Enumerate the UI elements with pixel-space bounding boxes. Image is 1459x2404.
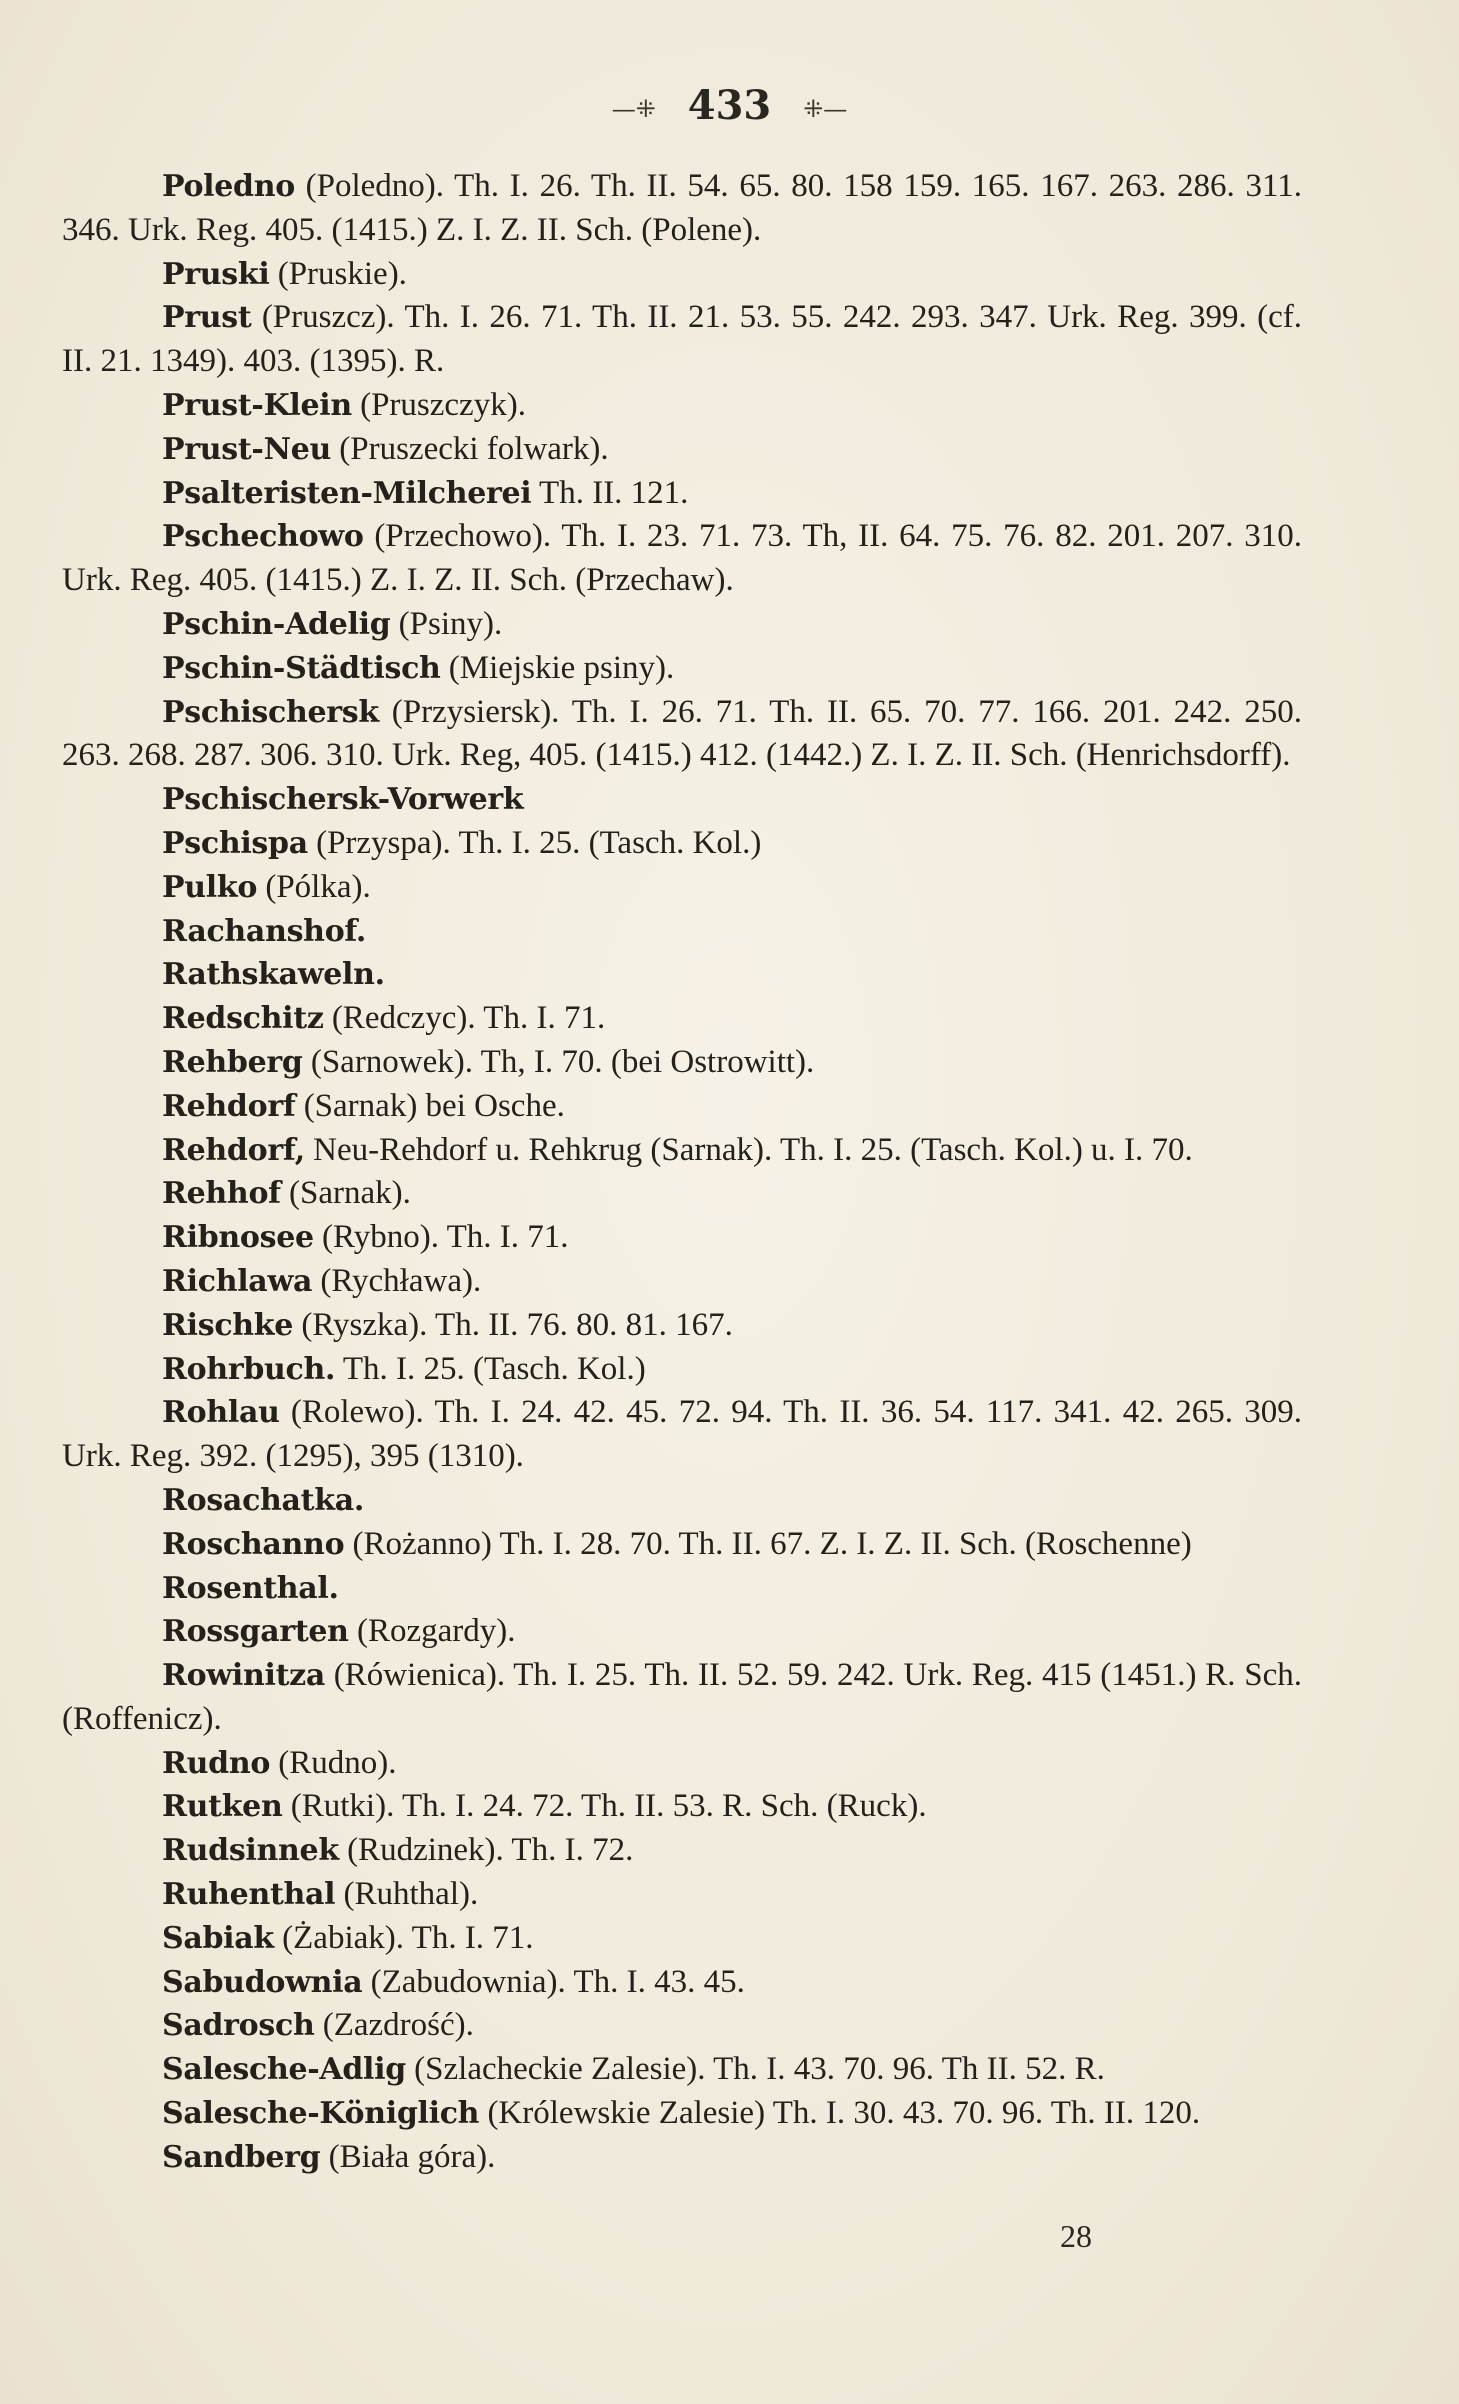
entry-text: (Pólka). (257, 868, 371, 905)
entry-text: (Żabiak). Th. I. 71. (273, 1919, 534, 1956)
entry-name: Sandberg (162, 2139, 321, 2175)
entry (62, 1085, 1302, 1129)
entry-text: (Biała góra). (320, 2138, 496, 2175)
page-number: 433 (687, 82, 772, 129)
entry-text: (Królewskie Zalesie) Th. I. 30. 43. 70. 96. Th. II. 120. (479, 2095, 1201, 2132)
entry (62, 1654, 1302, 1742)
entry (62, 1523, 1302, 1567)
entry-name: Sadrosch (162, 2008, 315, 2044)
entry (62, 1216, 1302, 1260)
entry-text: (Psiny). (390, 605, 503, 642)
entry-name: Richlawa (162, 1263, 313, 1299)
entry-text: (Ryszka). Th. II. 76. 80. 81. 167. (293, 1306, 733, 1343)
entry-name: Rehdorf, (162, 1132, 305, 1168)
entry-text: (Pruszecki folwark). (331, 430, 609, 467)
entry (62, 253, 1302, 297)
entry-text: (Sarnak). (280, 1175, 411, 1212)
entry-text: (Miejskie psiny). (440, 649, 675, 686)
entry-name: Ruhenthal (162, 1877, 336, 1913)
entry-name: Pschechowo (162, 519, 364, 555)
entry (62, 1041, 1302, 1085)
entry-name: Rutken (162, 1789, 283, 1825)
entry-text: (Ruhthal). (335, 1876, 479, 1913)
entry (62, 691, 1302, 779)
entry (62, 647, 1302, 691)
entry-name: Rosenthal. (162, 1570, 339, 1606)
entry-text: (Redczyc). Th. I. 71. (323, 1000, 606, 1037)
entry (62, 1829, 1302, 1873)
entry-text: (Rożanno) Th. I. 28. 70. Th. II. 67. Z. I. Z. II. Sch. (Roschenne) (344, 1525, 1192, 1562)
entry-name: Sabiak (162, 1920, 274, 1956)
entry-text: (Szlacheckie Zalesie). Th. I. 43. 70. 96. Th II. 52. R. (405, 2051, 1105, 2088)
entry (62, 165, 1302, 253)
entry-name: Roschanno (162, 1526, 345, 1562)
entry-name: Pschin-Adelig (162, 606, 391, 642)
entry (62, 1961, 1302, 2005)
entry-text: Th. II. 121. (531, 474, 689, 511)
entry-text: (Przyspa). Th. I. 25. (Tasch. Kol.) (307, 824, 762, 861)
entry-name: Psalteristen-Milcherei (162, 475, 532, 511)
entry (62, 1610, 1302, 1654)
entry (62, 866, 1302, 910)
entry (62, 1304, 1302, 1348)
entry-text: (Przysiersk). Th. I. 26. 71. Th. II. 65. 70. 77. 166. 201. 242. 250. 263. 268. 287. 306. 310. Urk. Reg, 405. (1415.) 412. (1442.) Z. I. Z. II. Sch. (Henrichsdorff). (62, 693, 1302, 774)
entry-text: (Rychława). (312, 1262, 482, 1299)
entry (62, 1348, 1302, 1392)
entry-text: (Rudzinek). Th. I. 72. (338, 1832, 634, 1869)
entry-name: Rohrbuch. (162, 1351, 336, 1387)
entry-text: (Pruszcz). Th. I. 26. 71. Th. II. 21. 53. 55. 242. 293. 347. Urk. Reg. 399. (cf. II. 21. 1349). 403. (1395). R. (62, 299, 1302, 380)
signature-mark: 28 (1060, 2218, 1092, 2254)
entry-text: (Zabudownia). Th. I. 43. 45. (362, 1963, 745, 2000)
entry (62, 1873, 1302, 1917)
entry-name: Poledno (162, 169, 295, 204)
entry-name: Rehhof (162, 1176, 281, 1212)
entry-text: (Sarnowek). Th, I. 70. (bei Ostrowitt). (302, 1043, 815, 1080)
entry-name: Redschitz (162, 1001, 324, 1037)
entry-text: (Przechowo). Th. I. 23. 71. 73. Th, II. 64. 75. 76. 82. 201. 207. 310. Urk. Reg. 405. (1415.) Z. I. Z. II. Sch. (Przechaw). (62, 518, 1302, 599)
entry-name: Pulko (162, 869, 258, 905)
entry (62, 2092, 1302, 2136)
entry (62, 822, 1302, 866)
entry (62, 910, 1302, 954)
entry-name: Salesche-Königlich (162, 2096, 480, 2132)
entry (62, 603, 1302, 647)
entry-text: (Rybno). Th. I. 71. (313, 1219, 569, 1256)
entry-text: (Rudno). (270, 1744, 397, 1781)
entry-name: Rischke (162, 1307, 294, 1343)
entry (62, 1129, 1302, 1173)
right-ornament: ⁜— (803, 95, 848, 123)
entry-text: (Rutki). Th. I. 24. 72. Th. II. 53. R. Sch. (Ruck). (282, 1788, 927, 1825)
entry-name: Ribnosee (162, 1220, 314, 1256)
entry (62, 953, 1302, 997)
page-header (0, 82, 1459, 129)
entry (62, 1391, 1302, 1479)
entry-text: Neu-Rehdorf u. Rehkrug (Sarnak). Th. I. 25. (Tasch. Kol.) u. I. 70. (304, 1131, 1193, 1168)
entry-name: Prust (162, 300, 252, 336)
entry-name: Rohlau (162, 1395, 280, 1431)
entry (62, 997, 1302, 1041)
entry-text: (Rozgardy). (348, 1613, 516, 1650)
entry-name: Pschin-Städtisch (162, 650, 441, 686)
entry (62, 1479, 1302, 1523)
entry-name: Pschischersk (162, 694, 379, 730)
entry-name: Pschispa (162, 825, 308, 861)
entry (62, 2048, 1302, 2092)
entry-text: (Sarnak) bei Osche. (295, 1087, 565, 1124)
entry (62, 1917, 1302, 1961)
entry (62, 384, 1302, 428)
entry (62, 2004, 1302, 2048)
entry (62, 296, 1302, 384)
entry-text: (Pruskie). (269, 255, 407, 292)
entry (62, 2136, 1302, 2180)
entry-name: Rudsinnek (162, 1833, 339, 1869)
entry (62, 428, 1302, 472)
entry-name: Pschischersk-Vorwerk (162, 782, 524, 818)
entry-name: Prust-Neu (162, 431, 331, 467)
entry-name: Rudno (162, 1745, 271, 1781)
entry-name: Pruski (162, 256, 270, 292)
entry (62, 1785, 1302, 1829)
entry-text: (Pruszczyk). (351, 386, 526, 423)
entry-name: Rossgarten (162, 1614, 349, 1650)
entry (62, 1172, 1302, 1216)
entry (62, 472, 1302, 516)
entry (62, 515, 1302, 603)
entry-name: Rathskaweln. (162, 957, 385, 993)
entry-name: Rosachatka. (162, 1482, 365, 1518)
entry-name: Prust-Klein (162, 387, 352, 423)
left-ornament: —⁜ (611, 95, 656, 123)
entry-name: Sabudownia (162, 1964, 363, 2000)
entry (62, 778, 1302, 822)
entry (62, 1567, 1302, 1611)
entry-text: (Poledno). Th. I. 26. Th. II. 54. 65. 80. 158 159. 165. 167. 263. 286. 311. 346. Urk. Reg. 405. (1415.) Z. I. Z. II. Sch. (Polene). (62, 168, 1302, 248)
entry-text: (Zazdrość). (314, 2007, 474, 2044)
entry-text: (Rolewo). Th. I. 24. 42. 45. 72. 94. Th. II. 36. 54. 117. 341. 42. 265. 309. Urk. Reg. 392. (1295), 395 (1310). (62, 1394, 1302, 1475)
entry-text: (Rówienica). Th. I. 25. Th. II. 52. 59. 242. Urk. Reg. 415 (1451.) R. Sch. (Roffenicz). (62, 1657, 1302, 1737)
gazetteer-entries (62, 165, 1302, 2180)
entry (62, 1260, 1302, 1304)
entry-name: Salesche-Adlig (162, 2052, 406, 2088)
entry-name: Rehberg (162, 1044, 303, 1080)
entry-text: Th. I. 25. (Tasch. Kol.) (335, 1350, 646, 1387)
entry-name: Rowinitza (162, 1658, 326, 1694)
entry (62, 1742, 1302, 1786)
entry-name: Rachanshof. (162, 913, 367, 949)
entry-name: Rehdorf (162, 1088, 296, 1124)
